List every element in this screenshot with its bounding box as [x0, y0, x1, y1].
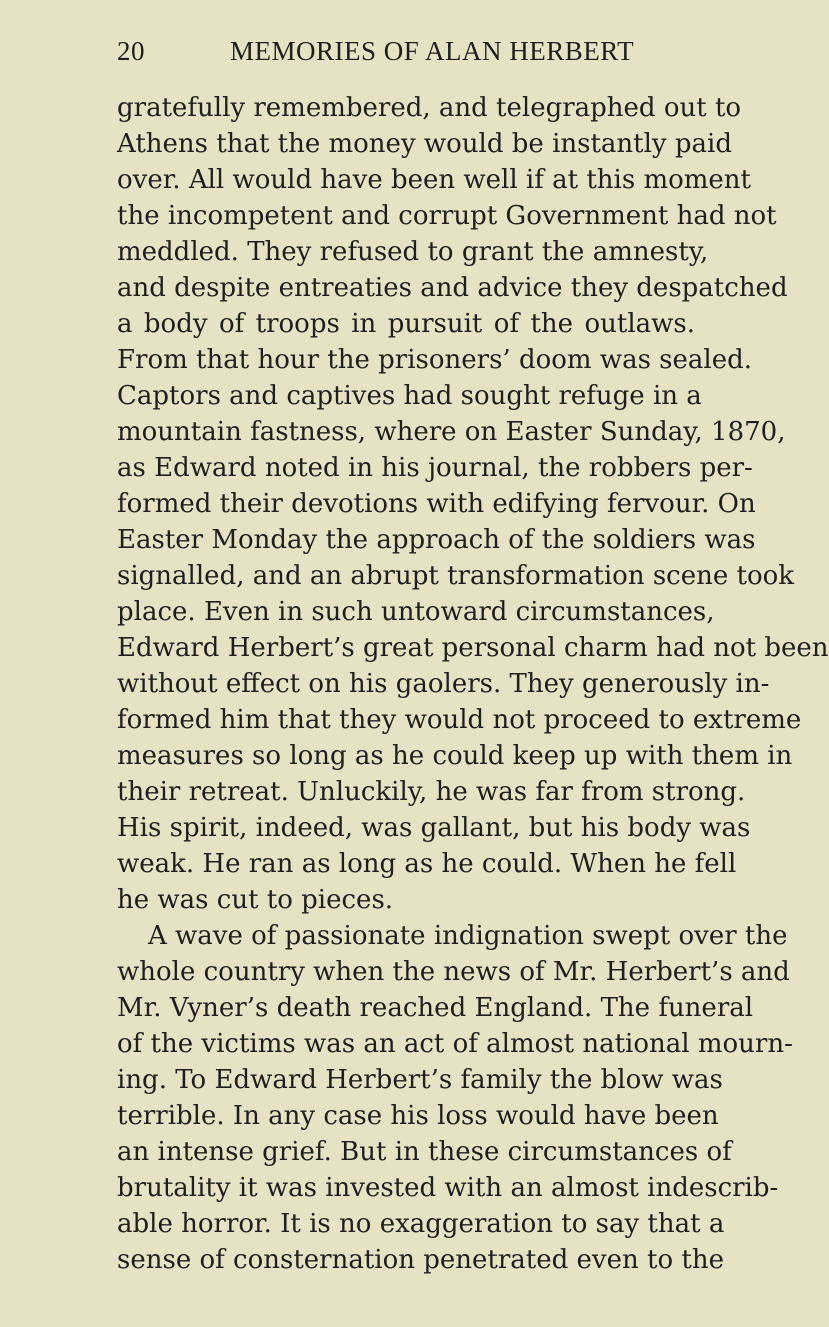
text-line: His spirit, indeed, was gallant, but his body was [117, 813, 751, 843]
text-line: Mr. Vyner’s death reached England. The funeral [117, 993, 754, 1023]
text-line: the incompetent and corrupt Government had not [117, 201, 777, 231]
text-line: a body of troops in pursuit of the outlaws. [117, 309, 695, 339]
text-line: as Edward noted in his journal, the robbers per- [117, 453, 753, 483]
text-line: their retreat. Unluckily, he was far from strong. [117, 777, 746, 807]
text-line: over. All would have been well if at this moment [117, 165, 752, 195]
text-line: Captors and captives had sought refuge in a [117, 381, 702, 411]
text-line: Athens that the money would be instantly paid [117, 129, 732, 159]
running-title: MEMORIES OF ALAN HERBERT [230, 36, 635, 66]
page-number: 20 [117, 36, 145, 66]
text-line: able horror. It is no exaggeration to say that a [117, 1209, 725, 1239]
paragraph-end-line: he was cut to pieces. [117, 885, 394, 915]
text-line: Easter Monday the approach of the soldiers was [117, 525, 756, 555]
text-line: From that hour the prisoners’ doom was sealed. [117, 345, 753, 375]
text-line: an intense grief. But in these circumstances of [117, 1137, 732, 1167]
text-line: ing. To Edward Herbert’s family the blow was [117, 1065, 723, 1095]
text-line: mountain fastness, where on Easter Sunday, 1870, [117, 417, 786, 447]
text-line: formed him that they would not proceed to extreme [117, 705, 802, 735]
text-line: and despite entreaties and advice they despatched [117, 273, 788, 303]
text-line: of the victims was an act of almost national mourn- [117, 1029, 793, 1059]
text-line: signalled, and an abrupt transformation scene took [117, 561, 795, 591]
text-line: meddled. They refused to grant the amnesty, [117, 237, 709, 267]
paragraph-start-line: A wave of passionate indignation swept over the [148, 921, 788, 951]
text-line: brutality it was invested with an almost indescrib- [117, 1173, 779, 1203]
text-line: terrible. In any case his loss would have been [117, 1101, 719, 1131]
text-line: without effect on his gaolers. They generously in- [117, 669, 770, 699]
text-line: formed their devotions with edifying fervour. On [117, 489, 756, 519]
text-line: place. Even in such untoward circumstances, [117, 597, 715, 627]
text-line: sense of consternation penetrated even to the [117, 1245, 724, 1275]
running-head [117, 36, 695, 76]
text-line: gratefully remembered, and telegraphed out to [117, 93, 742, 123]
text-line: weak. He ran as long as he could. When he fell [117, 849, 737, 879]
text-line: Edward Herbert’s great personal charm had not been [117, 633, 829, 663]
text-line: whole country when the news of Mr. Herbert’s and [117, 957, 790, 987]
body-text [117, 90, 829, 1278]
text-line: measures so long as he could keep up with them in [117, 741, 793, 771]
